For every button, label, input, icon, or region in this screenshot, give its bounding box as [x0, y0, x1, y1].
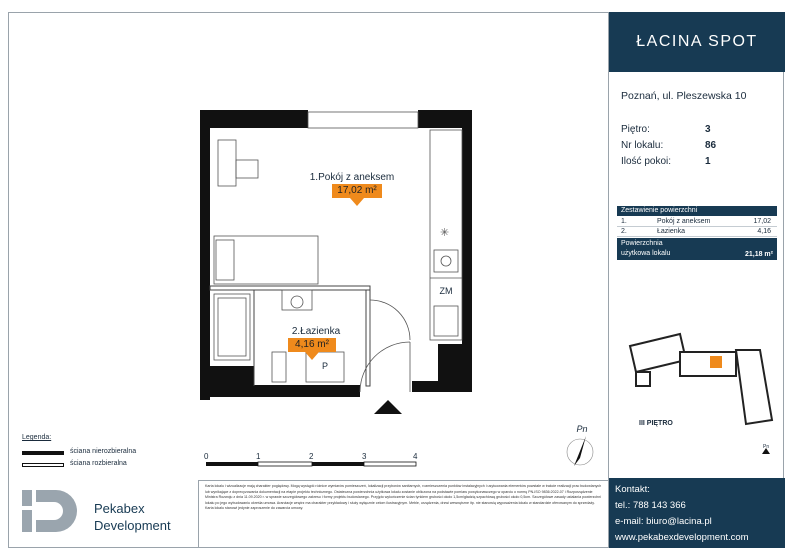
legend-item-label: ściana rozbieralna — [70, 460, 127, 467]
row-no: 2. — [621, 228, 627, 235]
room1-area-tag: 17,02 m² — [332, 184, 382, 198]
total-area — [617, 238, 777, 260]
developer-name-line2: Development — [94, 518, 171, 533]
total-label-2: użytkowa lokalu — [621, 250, 671, 257]
info-sidebar — [608, 12, 784, 548]
contact-box — [609, 478, 785, 548]
row-area: 4,16 — [757, 228, 771, 235]
legend-title: Legenda: — [22, 434, 52, 441]
partition-wall-swatch — [22, 463, 64, 467]
total-label-1: Powierzchnia — [621, 240, 663, 247]
info-value-rooms: 1 — [705, 156, 711, 167]
row-area: 17,02 — [753, 218, 771, 225]
room2-area-tag: 4,16 m² — [288, 338, 336, 352]
pekabex-logo-icon — [22, 490, 82, 534]
scale-label-1: 1 — [256, 452, 261, 461]
structural-wall-swatch — [22, 451, 64, 455]
room1-name: 1.Pokój z aneksem — [309, 172, 395, 183]
star-icon: ✳ — [440, 226, 450, 239]
contact-email[interactable]: e-mail: biuro@lacina.pl — [615, 516, 712, 527]
summary-title: Zestawienie powierzchni — [617, 206, 777, 216]
scale-label-2: 2 — [309, 452, 314, 461]
room1-area-tag-pointer — [350, 198, 364, 206]
scale-label-0: 0 — [204, 452, 209, 461]
summary-row — [617, 227, 777, 237]
info-value-floor: 3 — [705, 124, 711, 135]
contact-website[interactable]: www.pekabexdevelopment.com — [615, 532, 749, 543]
brand-header — [609, 12, 785, 72]
developer-name-line1: Pekabex — [94, 501, 145, 516]
info-label-rooms: Ilość pokoi: — [621, 156, 672, 167]
brand-logo: ŁACINA SPOT — [636, 33, 758, 50]
scale-label-4: 4 — [413, 452, 418, 461]
row-name: Łazienka — [657, 228, 686, 235]
contact-title: Kontakt: — [615, 484, 650, 495]
row-no: 1. — [621, 218, 627, 225]
contact-phone[interactable]: tel.: 788 143 366 — [615, 500, 686, 511]
north-label: Pn — [576, 424, 588, 434]
summary-row — [617, 217, 777, 227]
room2-name: 2.Łazienka — [291, 326, 341, 337]
keyplan-floor-label: III PIĘTRO — [639, 420, 673, 427]
disclaimer-text: Karta lokalu i wizualizacje mają charakter poglądowy. Mogą wystąpić różnice wymiarów pomieszczeń, lokalizacji przyborów sanitarnych, rozmieszczenia punktów instalacyjnych i usytuowania elementów powstałe w trakcie realizacji prac budowlanych lub wynikające z doprecyzowania dokumentacji na etapie projektu technicznego. Ostateczna powierzchnia użytkowa lokalu zostanie obliczona na podstawie pomiaru powykonawczego w oparciu o normę PN-ISO 9836:2022-07 i Rozporządzenie Ministra Rozwoju z dnia 11.09.2020 r. w sprawie szczegółowego zakresu i formy projektu budowlanego. Przyjęto wykończenie ścian tynkiem grubości około 1,5cm/gładzią szpachlową grubości około 0,5cm. Szczegółowe zasady ustalania powierzchni lokalu po jego wybudowaniu określa umowa. Aranżacje wnętrz ma charakter przykładowy i służy wyłącznie celom ilustracyjnym. Meble, urządzenia, drzwi wewnętrzne itp. nie stanowią wyposażenia lokalu w standardzie oferowanym do sprzedaży. Karta lokalu stanowi jedynie zaproszenie do zawarcia umowy. — [198, 480, 608, 548]
info-label-floor: Piętro: — [621, 124, 650, 135]
fridge-label: ZM — [439, 286, 453, 296]
room2-area-tag-pointer — [305, 352, 319, 360]
keyplan-north-label: Pn — [763, 444, 770, 450]
total-value: 21,18 m² — [744, 251, 773, 258]
info-label-unit: Nr lokalu: — [621, 140, 664, 151]
scale-label-3: 3 — [362, 452, 367, 461]
row-name: Pokój z aneksem — [657, 218, 711, 225]
developer-name — [94, 500, 171, 534]
address: Poznań, ul. Pleszewska 10 — [621, 90, 747, 102]
info-value-unit: 86 — [705, 140, 717, 151]
legend-item-label: ściana nierozbieralna — [70, 448, 137, 455]
washer-label: P — [321, 361, 328, 371]
